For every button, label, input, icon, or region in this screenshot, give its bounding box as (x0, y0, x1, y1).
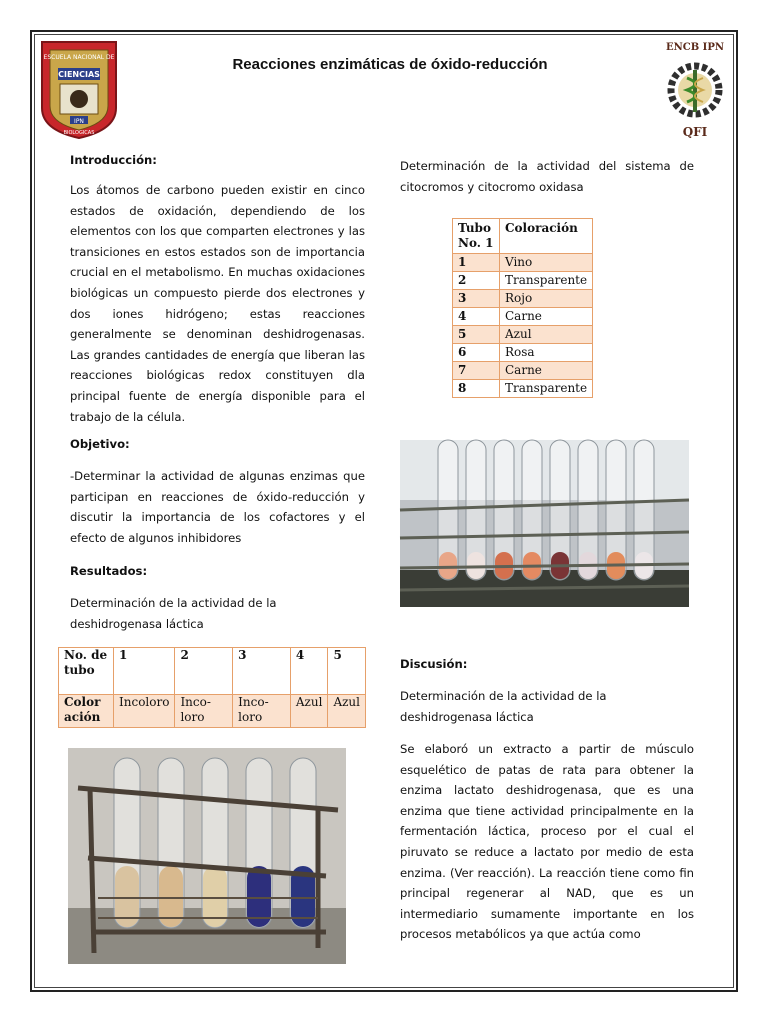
table-cell: 4 (453, 308, 500, 326)
table-row (453, 272, 593, 290)
intro-paragraph: Los átomos de carbono pueden existir en cinco estados de oxidación, dependiendo de los elementos con los que comparten electrones y las transiciones en estos estados son de importancia crucial en el metabolismo. En muchas oxidaciones biológicas un compuesto pierde dos electrones y dos iones hidrógeno; estas reacciones generalmente se denominan deshidrogenasas. Las grandes cantidades de energía que liberan las reacciones biológicas redox constituyen dla principal fuente de energía disponible para el trabajo de la célula. (70, 183, 365, 424)
discussion-paragraph: Se elaboró un extracto a partir de músculo esquelético de patas de rata para obtener la enzima lactato deshidrogenasa, que es una enzima que tiene actividad principalmente en la fermentación láctica, proceso por el cual el piruvato se reduce a lactato por medio de esta enzima. (Ver reacción). La reacción tiene como fin principal regenerar al NAD, que es un intermediario sumamente importante en los procesos metabólicos ya que actúa como (400, 742, 694, 942)
table-cell: 5 (453, 326, 500, 344)
table-cell: Azul (290, 695, 328, 728)
logo-left-mid: CIENCIAS (58, 70, 100, 79)
cytochrome-tubes-photo (400, 440, 689, 607)
table-cell: Azul (328, 695, 366, 728)
table-cell: 4 (290, 648, 328, 695)
table-cell: 3 (453, 290, 500, 308)
cytochrome-heading: Determinación de la actividad del sistema de citocromos y citocromo oxidasa (400, 159, 694, 194)
caduceus-gear-icon (660, 38, 730, 140)
table-row (59, 695, 366, 728)
results-heading: Resultados: (70, 564, 148, 578)
results-subheading: Determinación de la actividad de la deshidrogenasa láctica (70, 596, 277, 631)
table-cell: Carne (500, 308, 593, 326)
logo-left-bottom: BIOLOGICAS (63, 130, 95, 136)
table-header-cell: Tubo No. 1 (453, 219, 500, 254)
discussion-heading: Discusión: (400, 657, 468, 671)
table-cell: Inco-loro (175, 695, 233, 728)
table-cell: 8 (453, 380, 500, 398)
objective-paragraph: -Determinar la actividad de algunas enzimas que participan en reacciones de óxido-reducción y discutir la importancia de los cofactores y el efecto de algunos inhibidores (70, 469, 365, 545)
table-row (453, 219, 593, 254)
logo-left-ipn: IPN (74, 118, 84, 125)
table-row (453, 308, 593, 326)
table-cell: 2 (175, 648, 233, 695)
table-cell: Transparente (500, 380, 593, 398)
table-row (453, 326, 593, 344)
table-header-cell: Coloración (500, 219, 593, 254)
table-cell: 7 (453, 362, 500, 380)
objective-heading: Objetivo: (70, 437, 130, 451)
encb-shield-logo (36, 38, 122, 140)
shield-icon (36, 38, 122, 140)
table-cell: 5 (328, 648, 366, 695)
table-cell: Rojo (500, 290, 593, 308)
table-row (453, 380, 593, 398)
table-row (453, 344, 593, 362)
cytochrome-results-table (452, 218, 593, 398)
intro-heading: Introducción: (70, 153, 157, 167)
table-cell: 3 (233, 648, 291, 695)
table-cell: Carne (500, 362, 593, 380)
encb-qfi-logo (660, 38, 730, 140)
table-cell: Rosa (500, 344, 593, 362)
logo-left-top: ESCUELA NACIONAL DE (43, 54, 115, 61)
table-cell: Azul (500, 326, 593, 344)
table-cell: 2 (453, 272, 500, 290)
table-row (453, 290, 593, 308)
logo-right-bottom: QFI (682, 125, 708, 139)
table-row (453, 362, 593, 380)
discussion-subheading: Determinación de la actividad de la deshidrogenasa láctica (400, 689, 607, 724)
table-header-cell: Color ación (59, 695, 114, 728)
table-cell: Incoloro (114, 695, 175, 728)
ldh-results-table (58, 647, 366, 728)
table-cell: Transparente (500, 272, 593, 290)
table-cell: Vino (500, 254, 593, 272)
tube-liquid (439, 552, 457, 579)
table-cell: 1 (453, 254, 500, 272)
table-cell: 1 (114, 648, 175, 695)
table-row (453, 254, 593, 272)
table-cell: 6 (453, 344, 500, 362)
table-header-cell: No. de tubo (59, 648, 114, 695)
table-cell: Inco-loro (233, 695, 291, 728)
table-row (59, 648, 366, 695)
logo-right-top: ENCB IPN (666, 42, 724, 53)
page-title: Reacciones enzimáticas de óxido-reducción (232, 56, 548, 73)
ldh-tubes-photo (68, 748, 346, 964)
